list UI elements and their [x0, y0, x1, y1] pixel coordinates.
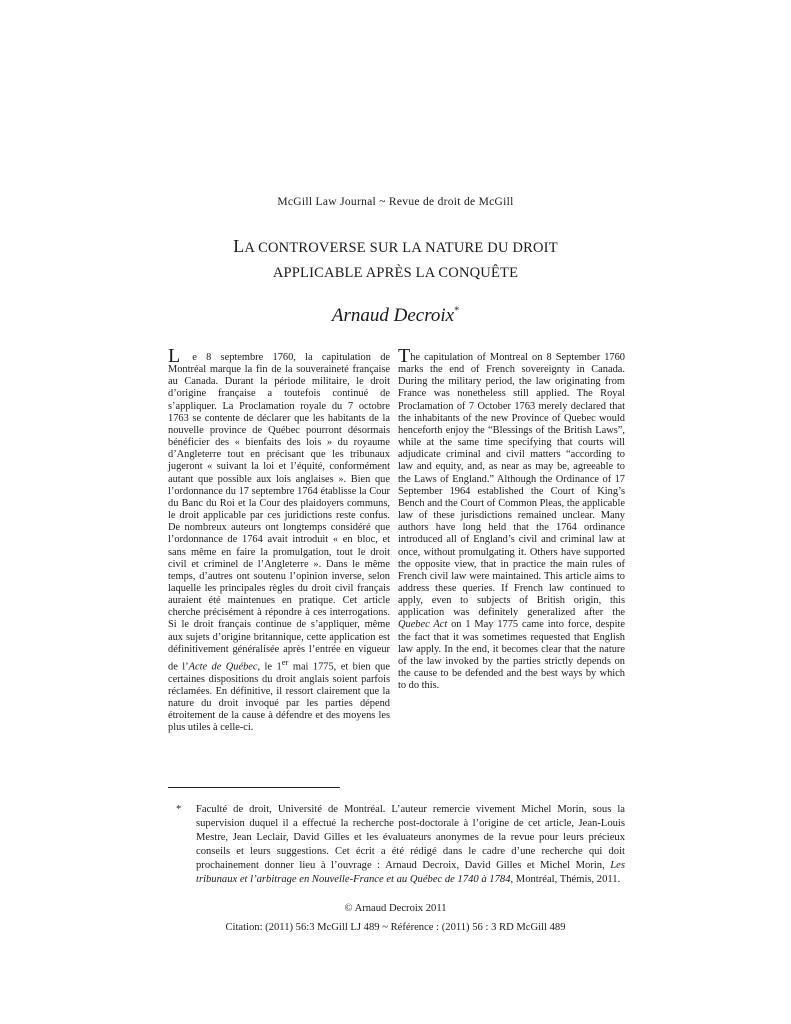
- abstract-french-dropcap: L: [168, 345, 181, 367]
- footnote-italic: Les tribunaux et l’arbitrage en Nouvelle-France et au Québec de 1740 à 1784: [196, 860, 625, 885]
- citation: Citation: (2011) 56:3 McGill LJ 489 ~ Référence : (2011) 56 : 3 RD McGill 489: [225, 922, 566, 933]
- abstract-french-italic: Acte de Québec: [188, 661, 258, 673]
- abstract-french-text-2: , le 1: [257, 661, 282, 673]
- abstract-french-text-1: e 8 septembre 1760, la capitulation de Montréal marque la fin de la souveraineté française au Canada. Durant la période militaire, le droit d’origine française a toutefois continué de s’appliquer. La Proclamation royale du 7 octobre 1763 se contente de déclarer que les habitants de la nouvelle province de Québec pourront désormais bénéficier des « bienfaits des lois » du royaume d’Angleterre tout en précisant que les tribunaux jugeront « suivant la loi et l’équité, conformément autant que possible aux lois anglaises ». Bien que l’ordonnance du 17 septembre 1764 établisse la Cour du Banc du Roi et la Cour des plaidoyers communs, le droit applicable par ces juridictions reste confus. De nombreux auteurs ont longtemps considéré que l’ordonnance de 1764 avait introduit « en bloc, et sans même en faire la promulgation, tout le droit civil et criminel de l’Angleterre ». Dans le même temps, d’autres ont soutenu l’opinion inverse, selon laquelle les principales règles du droit civil français auraient été maintenues en pratique. Cet article cherche précisément à répondre à ces interrogations. Si le droit français continue de s’appliquer, même aux sujets d’origine britannique, cette application est définitivement généralisée après l’entrée en vigueur de l’: [168, 352, 390, 673]
- title-initial: L: [233, 236, 245, 256]
- footnote-divider: [168, 787, 340, 788]
- abstract-english-dropcap: T: [398, 345, 411, 367]
- author-footnote-mark: *: [454, 305, 460, 317]
- footnote-text-2: , Montréal, Thémis, 2011.: [510, 874, 621, 885]
- footnote-text: [196, 803, 625, 887]
- abstract-english-italic: Quebec Act: [398, 619, 448, 631]
- author-name: [0, 305, 791, 327]
- journal-header: McGill Law Journal ~ Revue de droit de McGill: [277, 196, 514, 208]
- abstract-french: [168, 345, 390, 734]
- abstract-french-text-3: mai 1775, et bien que certaines dispositions du droit anglais soient parfois réclamées. En définitive, il ressort clairement que la nature du droit invoqué par les parties dépend étroitement de la cause à défendre et des moyens les plus utiles à celle-ci.: [168, 661, 390, 734]
- footnote-text-1: Faculté de droit, Université de Montréal. L’auteur remercie vivement Michel Morin, sous la supervision duquel il a effectué la recherche post-doctorale à l’origine de cet article, Jean-Louis Mestre, Jean Leclair, David Gilles et les évaluateurs anonymes de la revue pour leurs précieux conseils et leurs suggestions. Cet écrit a été rédigé dans le cadre d’une recherche qui doit prochainement donner lieu à l’ouvrage : Arnaud Decroix, David Gilles et Michel Morin,: [196, 804, 625, 871]
- footnote: [168, 803, 625, 887]
- abstract-english-text-2: on 1 May 1775 came into force, despite the fact that it was sometimes requested that English law apply. In the end, it becomes clear that the nature of the law invoked by the parties strictly depends on the cause to be defended and the best ways by which to do this.: [398, 619, 625, 692]
- article-title: [0, 234, 791, 286]
- copyright: © Arnaud Decroix 2011: [344, 903, 447, 914]
- footnote-mark: *: [176, 804, 182, 815]
- abstract-english-text-1: he capitulation of Montreal on 8 September 1760 marks the end of French sovereignty in Canada. During the military period, the law originating from France was nonetheless still applied. The Royal Proclamation of 7 October 1763 merely declared that the inhabitants of the new Province of Quebec would henceforth enjoy the “Blessings of the British Laws”, while at the same time specifying that courts will adjudicate criminal and civil matters “according to law and equity, and, as near as may be, agreeable to the Laws of England.” Although the Ordinance of 17 September 1964 established the Court of King’s Bench and the Court of Common Pleas, the applicable law of these jurisdictions remained unclear. Many authors have long held that the 1764 ordinance introduced all of England’s civil and criminal law at once, without promulgating it. Others have supported the opposite view, that in practice the main rules of French civil law were maintained. This article aims to address these queries. If French law continued to apply, even to subjects of British origin, this application was definitely generalized after the: [398, 352, 625, 619]
- abstract-english: [398, 345, 625, 692]
- title-line-1-rest: A CONTROVERSE SUR LA NATURE DU DROIT: [244, 240, 558, 256]
- abstract-french-sup: er: [281, 656, 289, 667]
- author-name-text: Arnaud Decroix: [331, 305, 455, 326]
- title-line-2: APPLICABLE APRÈS LA CONQUÊTE: [272, 265, 519, 281]
- title-line-1: [0, 234, 791, 261]
